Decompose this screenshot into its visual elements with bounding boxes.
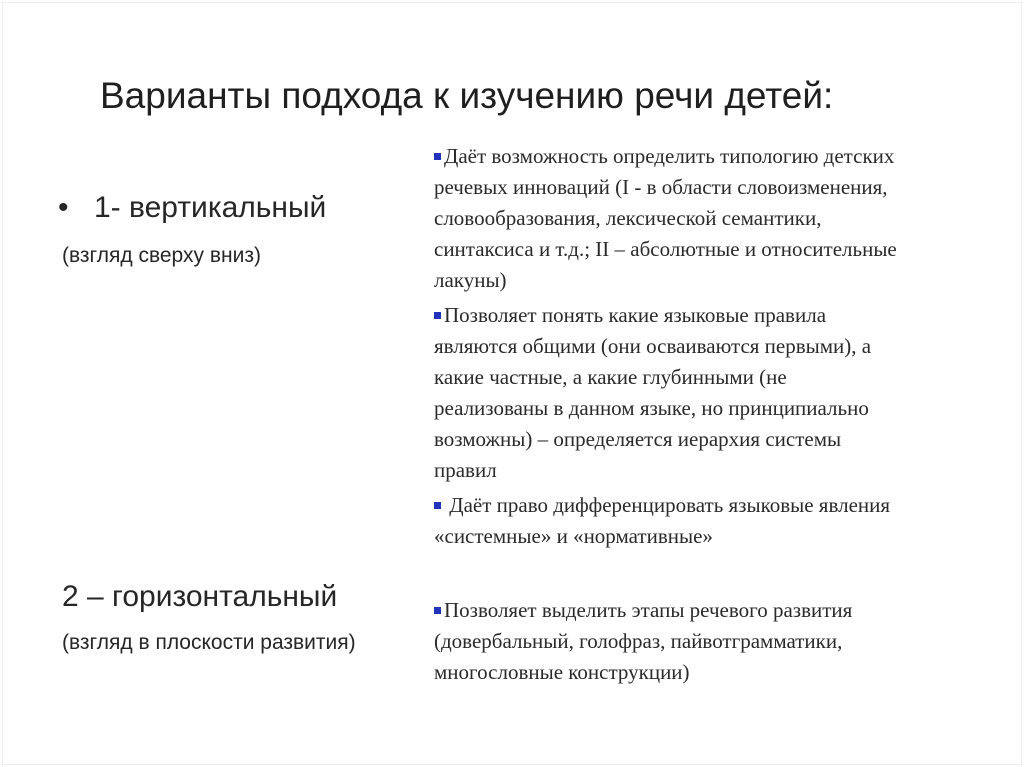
point-line: Даёт возможность определить типологию детских (434, 141, 1009, 172)
point-line: многословные конструкции) (434, 660, 690, 684)
point-line: Позволяет понять какие языковые правила (434, 300, 1009, 331)
square-bullet-icon (434, 607, 441, 614)
square-bullet-icon (434, 502, 441, 509)
approach-horizontal-note: (взгляд в плоскости развития) (62, 631, 356, 654)
point-line: Позволяет выделить этапы речевого развития (434, 595, 1009, 626)
point-rules (434, 300, 1009, 486)
point-line: возможны) – определяется иерархия системы (434, 427, 842, 451)
point-line: синтаксиса и т.д.; II – абсолютные и относительные (434, 237, 897, 261)
point-line: «системные» и «нормативные» (434, 524, 713, 548)
point-line: лакуны) (434, 268, 507, 292)
point-typology (434, 141, 1009, 296)
slide-title: Варианты подхода к изучению речи детей: (100, 75, 834, 116)
point-line: Даёт право дифференцировать языковые явления (434, 490, 1009, 521)
approach-horizontal-label: 2 – горизонтальный (62, 580, 338, 613)
approach-vertical (58, 188, 326, 228)
point-line: являются общими (они осваиваются первыми), а (434, 334, 872, 358)
square-bullet-icon (434, 312, 441, 319)
point-line: речевых инноваций (I - в области словоизменения, (434, 175, 888, 199)
approach-vertical-note: (взгляд сверху вниз) (62, 244, 261, 267)
point-line: словообразования, лексической семантики, (434, 206, 822, 230)
point-line: какие частные, а какие глубинными (не (434, 365, 787, 389)
point-line: реализованы в данном языке, но принципиально (434, 396, 869, 420)
point-differentiation (434, 490, 1009, 552)
point-stages (434, 595, 1009, 688)
point-line: правил (434, 458, 497, 482)
approach-vertical-label: 1- вертикальный (94, 191, 327, 224)
bullet-dot-icon: • (58, 191, 69, 224)
point-line: (довербальный, голофраз, пайвотграмматики, (434, 629, 843, 653)
square-bullet-icon (434, 153, 441, 160)
